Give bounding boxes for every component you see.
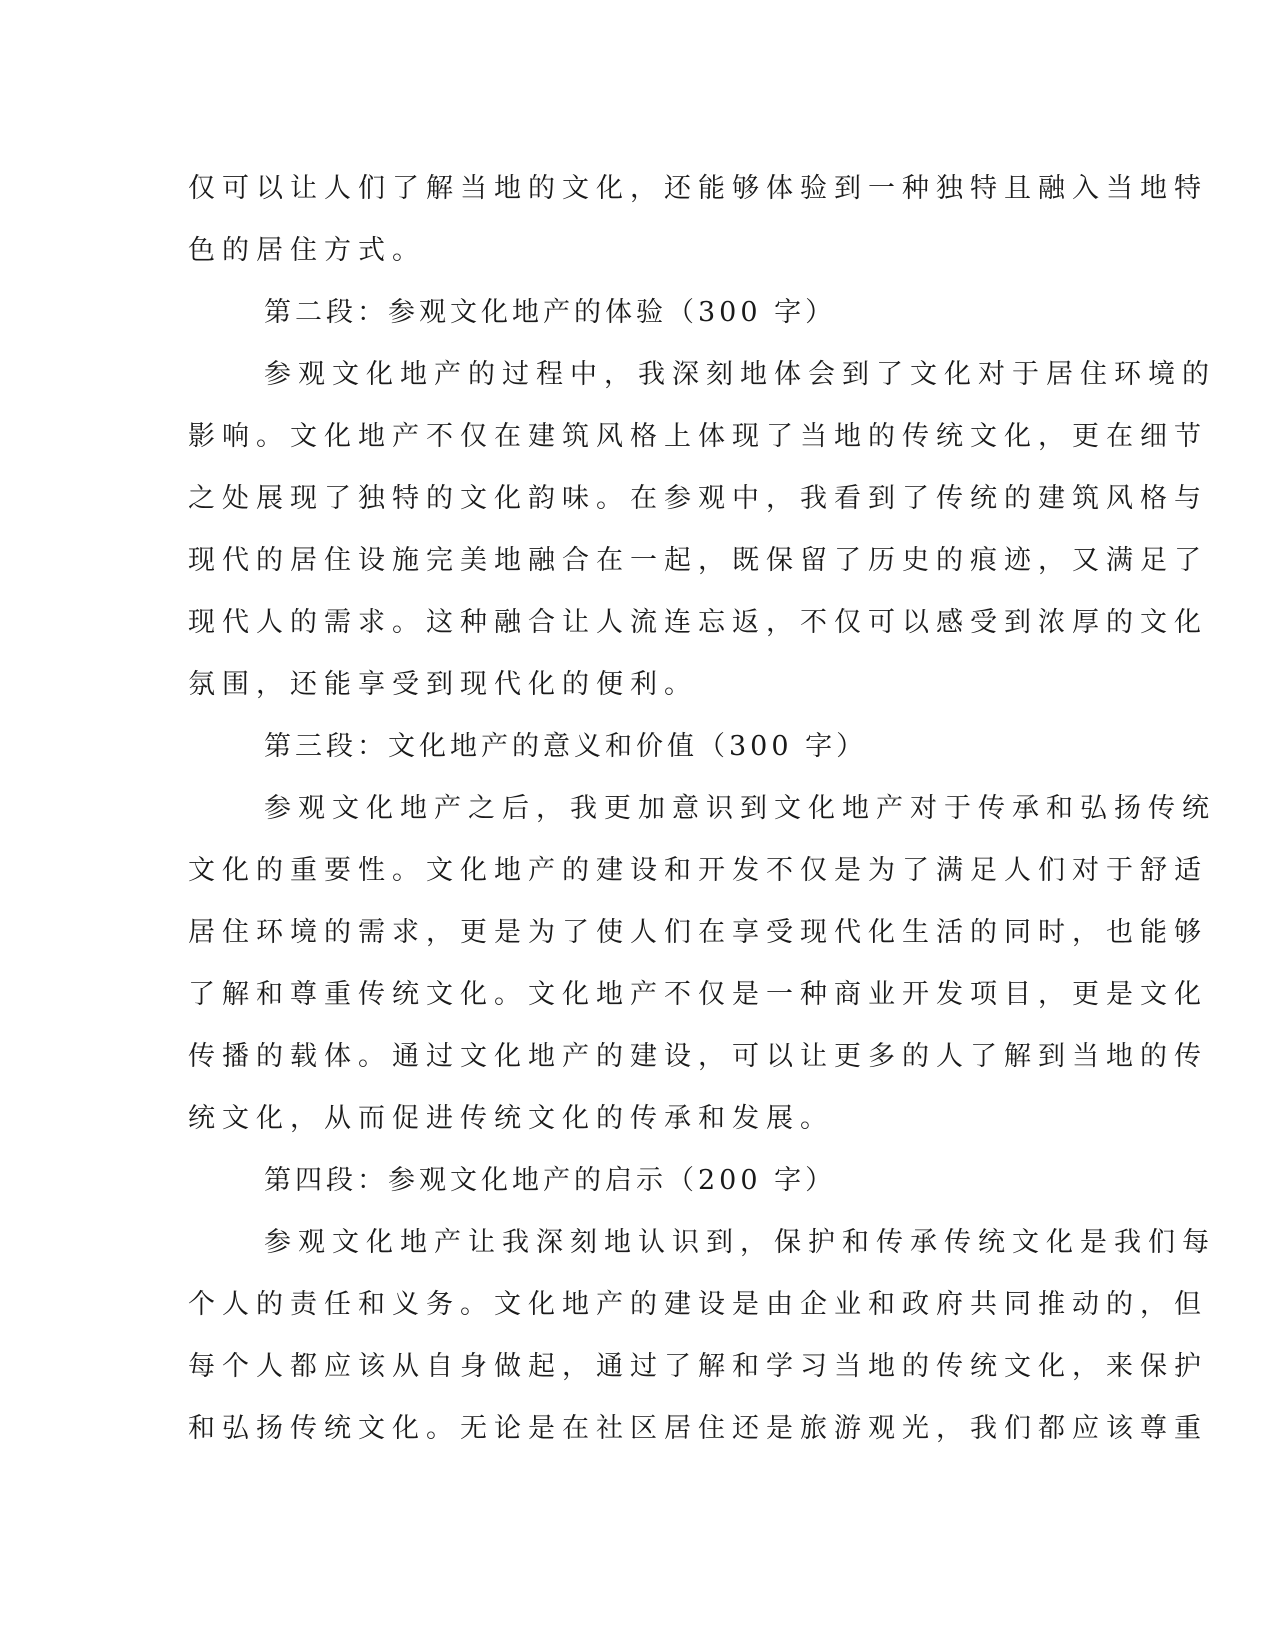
paragraph-line: 传播的载体。通过文化地产的建设，可以让更多的人了解到当地的传 xyxy=(188,1041,1208,1072)
paragraph-line: 现代的居住设施完美地融合在一起，既保留了历史的痕迹，又满足了 xyxy=(188,545,1208,576)
paragraph-line: 居住环境的需求，更是为了使人们在享受现代化生活的同时，也能够 xyxy=(188,917,1208,948)
paragraph-line: 影响。文化地产不仅在建筑风格上体现了当地的传统文化，更在细节 xyxy=(188,421,1208,452)
paragraph-line: 参观文化地产之后，我更加意识到文化地产对于传承和弘扬传统 xyxy=(264,793,1216,824)
paragraph-line: 色的居住方式。 xyxy=(188,235,426,266)
paragraph-line: 了解和尊重传统文化。文化地产不仅是一种商业开发项目，更是文化 xyxy=(188,979,1208,1010)
paragraph-line: 和弘扬传统文化。无论是在社区居住还是旅游观光，我们都应该尊重 xyxy=(188,1413,1208,1444)
paragraph-line: 仅可以让人们了解当地的文化，还能够体验到一种独特且融入当地特 xyxy=(188,173,1208,204)
section-heading-2: 第二段：参观文化地产的体验（300 字） xyxy=(264,297,837,328)
paragraph-line: 文化的重要性。文化地产的建设和开发不仅是为了满足人们对于舒适 xyxy=(188,855,1208,886)
paragraph-line: 每个人都应该从自身做起，通过了解和学习当地的传统文化，来保护 xyxy=(188,1351,1208,1382)
paragraph-line: 现代人的需求。这种融合让人流连忘返，不仅可以感受到浓厚的文化 xyxy=(188,607,1208,638)
paragraph-line: 统文化，从而促进传统文化的传承和发展。 xyxy=(188,1103,834,1134)
section-heading-3: 第三段：文化地产的意义和价值（300 字） xyxy=(264,731,868,762)
section-heading-4: 第四段：参观文化地产的启示（200 字） xyxy=(264,1165,837,1196)
paragraph-line: 参观文化地产的过程中，我深刻地体会到了文化对于居住环境的 xyxy=(264,359,1216,390)
paragraph-line: 氛围，还能享受到现代化的便利。 xyxy=(188,669,698,700)
paragraph-line: 参观文化地产让我深刻地认识到，保护和传承传统文化是我们每 xyxy=(264,1227,1216,1258)
paragraph-line: 之处展现了独特的文化韵味。在参观中，我看到了传统的建筑风格与 xyxy=(188,483,1208,514)
document-body xyxy=(188,158,1216,1460)
paragraph-line: 个人的责任和义务。文化地产的建设是由企业和政府共同推动的，但 xyxy=(188,1289,1208,1320)
